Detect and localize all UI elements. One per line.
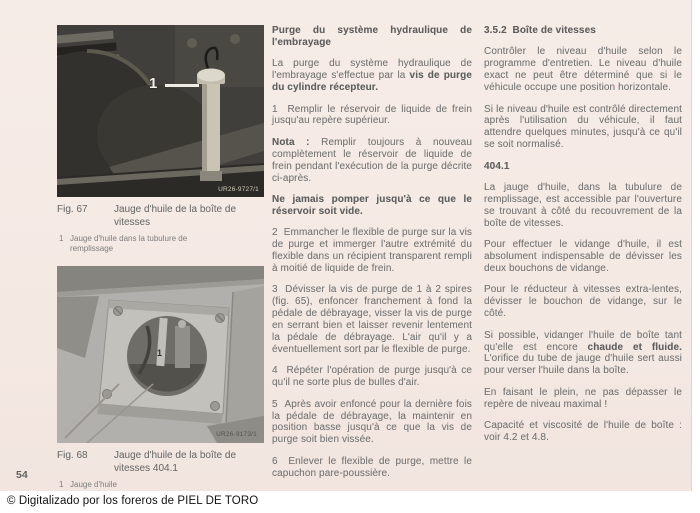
digitization-credit: © Digitalizado por los foreros de PIEL DE TORO [7, 495, 259, 507]
step-1: 1 Remplir le réservoir de liquide de frein jusqu'au repère supérieur. [272, 103, 472, 127]
figure-68-legend [57, 480, 264, 490]
section-heading-purge: Purge du système hydraulique de l'embrayage [272, 25, 472, 48]
warning-paragraph: Ne jamais pomper jusqu'à ce que le réservoir soit vide. [272, 193, 472, 217]
step-3: 3 Dévisser la vis de purge de 1 à 2 spires (fig. 65), enfoncer franchement à fond la pédale de débrayage, visser la vis de purge en serrant bien et laisser revenir lentement la pédale de débrayage. L'air qu'il y a éventuellement sort par le flexible de purge. [272, 284, 472, 355]
figure-67-photo [57, 25, 264, 197]
legend-number: 1 [59, 234, 64, 243]
legend-number: 1 [59, 480, 64, 489]
figure-67-label: Fig. 67 [57, 204, 88, 215]
step-5: 5 Après avoir enfoncé pour la dernière fois la pédale de débrayage, la maintenir en position basse jusqu'à ce que la vis de purge soit bien vissée. [272, 398, 472, 446]
section-heading-boite-de-vitesses: 3.5.2 Boîte de vitesses [484, 25, 596, 36]
paragraph: Capacité et viscosité de l'huile de boîte : voir 4.2 et 4.8. [484, 420, 682, 443]
digitization-footer [0, 491, 700, 513]
page-number: 54 [16, 469, 28, 481]
callout-1-marker: 1 [157, 348, 163, 358]
engine-gearbox-photo-illustration [57, 25, 264, 197]
figure-67-legend [57, 234, 264, 253]
photo-reference-code: UR26-9173/1 [216, 431, 257, 438]
paragraph: Si le niveau d'huile est contrôlé directement après l'utilisation du véhicule, il faut attendre quelques minutes, jusqu'à ce qu'il se soit normalisé. [484, 103, 682, 151]
paragraph: La purge du système hydraulique de l'embrayage s'effectue par la vis de purge du cylindre récepteur. [272, 58, 472, 94]
figure-68-caption [57, 450, 264, 475]
callout-leader-line [165, 84, 199, 87]
paragraph: Contrôler le niveau d'huile selon le programme d'entretien. Le niveau d'huile exact ne peut être déterminé que si le véhicule occupe une position horizontale. [484, 46, 682, 94]
step-4: 4 Répéter l'opération de purge jusqu'à ce qu'il ne sorte plus de bulles d'air. [272, 365, 472, 389]
step-6: 6 Enlever le flexible de purge, mettre le capuchon pare-poussière. [272, 455, 472, 479]
figure-67-caption-text: Jauge d'huile de la boîte de vitesses [114, 204, 237, 228]
paragraph: En faisant le plein, ne pas dépasser le repère de niveau maximal ! [484, 386, 682, 410]
paragraph: La jauge d'huile, dans la tubulure de remplissage, est accessible par l'ouverture se trouvant à côté du recouvrement de la boîte de vitesses. [484, 182, 682, 229]
figure-67-caption [57, 204, 264, 229]
figure-68-photo [57, 266, 264, 443]
photo-reference-code: UR26-9727/1 [218, 186, 259, 193]
step-2: 2 Emmancher le flexible de purge sur la vis de purge et immerger l'autre extrémité du flexible dans un récipient transparent rempli à moitié de liquide de frein. [272, 227, 472, 274]
middle-text-column [272, 25, 472, 489]
paragraph: Si possible, vidanger l'huile de boîte tant qu'elle est encore chaude et fluide. L'orifice du tube de jauge d'huile sert aussi pour verser l'huile dans la boîte. [484, 329, 683, 377]
right-text-column [484, 25, 682, 453]
paragraph: Pour le réducteur à vitesses extra-lentes, dévisser le bouchon de vidange, sur le côté. [484, 284, 682, 320]
figure-68-label: Fig. 68 [57, 450, 88, 461]
subsection-heading-404-1: 404.1 [484, 160, 510, 172]
legend-text: Jauge d'huile [70, 480, 117, 489]
figure-68-caption-text: Jauge d'huile de la boîte de vitesses 404.1 [114, 450, 237, 474]
legend-text: Jauge d'huile dans la tubulure de remplissage [70, 234, 188, 253]
paragraph: Pour effectuer le vidange d'huile, il est absolument indispensable de dévisser les deux bouchons de vidange. [484, 239, 682, 274]
nota-paragraph: Nota : Remplir toujours à nouveau complètement le réservoir de liquide de frein pendant l'exécution de la purge décrite ci-après. [272, 136, 473, 184]
figure-column [57, 25, 264, 490]
callout-1-marker: 1 [149, 75, 158, 92]
